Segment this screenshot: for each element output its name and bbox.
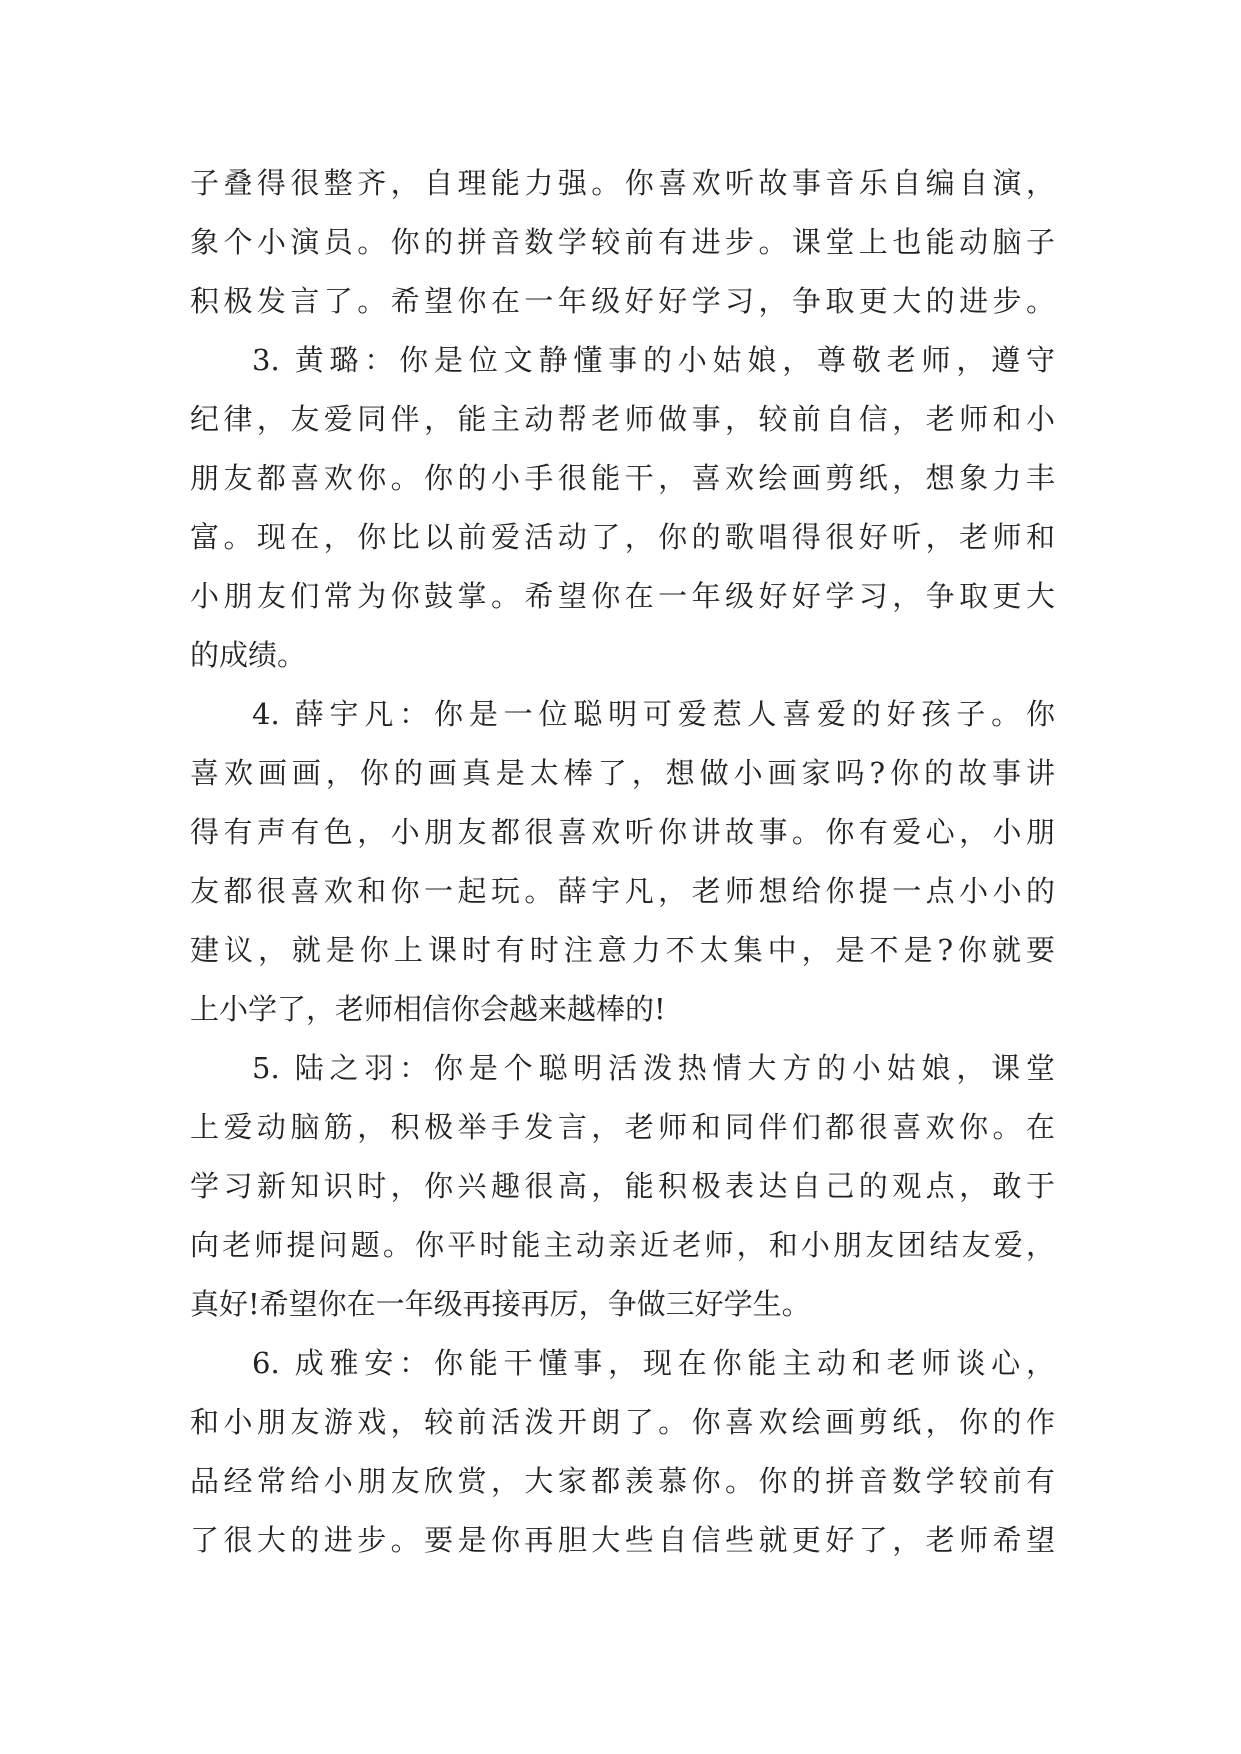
- text-line: 喜欢画画，你的画真是太棒了，想做小画家吗?你的故事讲: [190, 756, 1055, 790]
- text-line: 品经常给小朋友欣赏，大家都羡慕你。你的拼音数学较前有: [190, 1464, 1055, 1498]
- text-line: 的成绩。: [190, 638, 307, 672]
- text-line: 6. 成雅安：你能干懂事，现在你能主动和老师谈心，: [252, 1346, 1055, 1380]
- text-line: 得有声有色，小朋友都很喜欢听你讲故事。你有爱心，小朋: [190, 815, 1055, 849]
- text-line: 友都很喜欢和你一起玩。薛宇凡，老师想给你提一点小小的: [190, 874, 1055, 908]
- text-line: 子叠得很整齐，自理能力强。你喜欢听故事音乐自编自演，: [190, 166, 1055, 200]
- text-line: 向老师提问题。你平时能主动亲近老师，和小朋友团结友爱，: [190, 1228, 1055, 1262]
- text-line: 3. 黄璐：你是位文静懂事的小姑娘，尊敬老师，遵守: [252, 343, 1055, 377]
- text-line: 上小学了，老师相信你会越来越棒的!: [190, 992, 666, 1026]
- text-line: 富。现在，你比以前爱活动了，你的歌唱得很好听，老师和: [190, 520, 1055, 554]
- text-line: 4. 薛宇凡：你是一位聪明可爱惹人喜爱的好孩子。你: [252, 697, 1055, 731]
- text-line: 上爱动脑筋，积极举手发言，老师和同伴们都很喜欢你。在: [190, 1110, 1055, 1144]
- text-line: 朋友都喜欢你。你的小手很能干，喜欢绘画剪纸，想象力丰: [190, 461, 1055, 495]
- text-line: 积极发言了。希望你在一年级好好学习，争取更大的进步。: [190, 284, 1055, 318]
- text-line: 5. 陆之羽：你是个聪明活泼热情大方的小姑娘，课堂: [252, 1051, 1055, 1085]
- text-line: 纪律，友爱同伴，能主动帮老师做事，较前自信，老师和小: [190, 402, 1055, 436]
- text-line: 象个小演员。你的拼音数学较前有进步。课堂上也能动脑子: [190, 225, 1055, 259]
- text-line: 真好!希望你在一年级再接再厉，争做三好学生。: [190, 1287, 811, 1321]
- text-line: 和小朋友游戏，较前活泼开朗了。你喜欢绘画剪纸，你的作: [190, 1405, 1055, 1439]
- text-line: 学习新知识时，你兴趣很高，能积极表达自己的观点，敢于: [190, 1169, 1055, 1203]
- text-line: 了很大的进步。要是你再胆大些自信些就更好了，老师希望: [190, 1523, 1055, 1557]
- body-text: [190, 154, 1055, 1570]
- text-line: 小朋友们常为你鼓掌。希望你在一年级好好学习，争取更大: [190, 579, 1055, 613]
- text-line: 建议，就是你上课时有时注意力不太集中，是不是?你就要: [190, 933, 1055, 967]
